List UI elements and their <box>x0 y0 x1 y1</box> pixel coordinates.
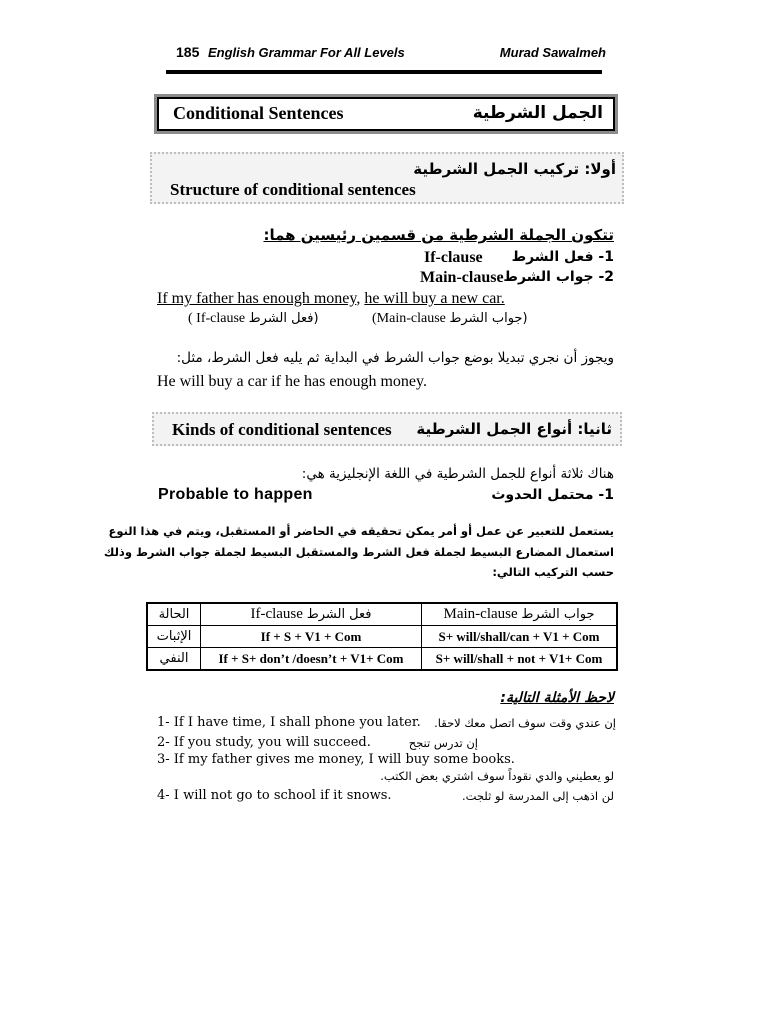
example-comma: , <box>356 290 361 307</box>
example-1-arabic: إن عندي وقت سوف اتصل معك لاحقا. <box>434 716 616 730</box>
example-4-arabic: لن اذهب إلى المدرسة لو ثلجت. <box>461 789 614 803</box>
example-main-clause: he will buy a new car. <box>364 290 505 307</box>
header-main-ar: جواب الشرط <box>521 607 595 622</box>
table-row <box>147 648 617 671</box>
example-1-english: 1- If I have time, I shall phone you later. <box>157 715 421 730</box>
header-main-clause <box>422 603 618 626</box>
item2-arabic: 2- جواب الشرط <box>503 269 614 285</box>
page-title-arabic: الجمل الشرطية <box>472 103 603 123</box>
section-kinds-heading <box>152 412 622 446</box>
example-3-english: 3- If my father gives me money, I will buy some books. <box>157 752 515 767</box>
alternate-order-example: He will buy a car if he has enough money. <box>157 373 427 390</box>
example-4-english: 4- I will not go to school if it snows. <box>157 788 392 803</box>
section-structure-arabic: أولا: تركيب الجمل الشرطية <box>413 160 616 178</box>
section-kinds-arabic: ثانيا: أنواع الجمل الشرطية <box>416 420 612 438</box>
label-main-clause <box>372 311 528 327</box>
label-if-ar: فعل الشرط) <box>248 311 319 326</box>
examples-heading: لاحظ الأمثلة التالية: <box>500 690 614 706</box>
example-3-arabic: لو يعطيني والدي نقوداً سوف اشتري بعض الكتب. <box>380 769 614 783</box>
alternate-order-note: ويجوز أن نجري تبديلا بوضع جواب الشرط في البداية ثم يليه فعل الشرط، مثل: <box>176 350 614 366</box>
kinds-intro: هناك ثلاثة أنواع للجمل الشرطية في اللغة الإنجليزية هي: <box>301 466 614 482</box>
row-if-formula: If + S + V1 + Com <box>201 626 422 648</box>
header-if-en: If-clause <box>250 606 303 622</box>
header-state: الحالة <box>147 603 201 626</box>
page-number: 185 <box>176 44 200 60</box>
table-header-row <box>147 603 617 626</box>
section-structure-heading <box>150 152 624 204</box>
label-if-en: ( If-clause <box>188 311 246 326</box>
type1-arabic: 1- محتمل الحدوث <box>491 487 614 503</box>
row-state: الإثبات <box>147 626 201 648</box>
page-title: Conditional Sentences <box>173 103 344 123</box>
table-row <box>147 626 617 648</box>
label-if-clause <box>188 311 319 327</box>
author-name: Murad Sawalmeh <box>499 45 606 60</box>
row-state: النفي <box>147 648 201 671</box>
row-main-formula: S+ will/shall/can + V1 + Com <box>422 626 618 648</box>
label-main-ar: جواب الشرط) <box>449 311 528 326</box>
header-main-en: Main-clause <box>443 606 518 622</box>
type1-description-line3: حسب التركيب التالي: <box>492 565 614 579</box>
example-if-clause: If my father has enough money <box>157 290 357 307</box>
structure-intro: تتكون الجملة الشرطية من قسمين رئيسين هما: <box>263 226 614 244</box>
section-structure-english: Structure of conditional sentences <box>170 180 416 199</box>
type1-description-line1: يستعمل للتعبير عن عمل أو أمر يمكن تحقيقه في الحاضر أو المستقبل، ويتم في هذا النوع <box>108 524 614 538</box>
header-rule <box>166 70 602 74</box>
book-title: English Grammar For All Levels <box>208 45 405 60</box>
title-box <box>154 94 618 134</box>
type1-english: Probable to happen <box>158 486 313 503</box>
section-kinds-english: Kinds of conditional sentences <box>172 420 392 439</box>
page-header <box>176 44 606 66</box>
type1-description-line2: استعمال المضارع البسيط لجملة فعل الشرط والمستقبل البسيط لجملة جواب الشرط وذلك <box>103 545 614 559</box>
example-2-english: 2- If you study, you will succeed. <box>157 735 371 750</box>
row-main-formula: S+ will/shall + not + V1+ Com <box>422 648 618 671</box>
structure-example <box>157 290 505 308</box>
item2-english: Main-clause <box>420 269 504 286</box>
header-if-clause <box>201 603 422 626</box>
item1-english: If-clause <box>424 249 483 266</box>
label-main-en: (Main-clause <box>372 311 446 326</box>
row-if-formula: If + S+ don’t /doesn’t + V1+ Com <box>201 648 422 671</box>
conditional-structure-table <box>146 602 618 671</box>
example-2-arabic: إن تدرس تنجح <box>408 736 478 750</box>
header-if-ar: فعل الشرط <box>306 607 372 622</box>
item1-arabic: 1- فعل الشرط <box>511 249 614 265</box>
